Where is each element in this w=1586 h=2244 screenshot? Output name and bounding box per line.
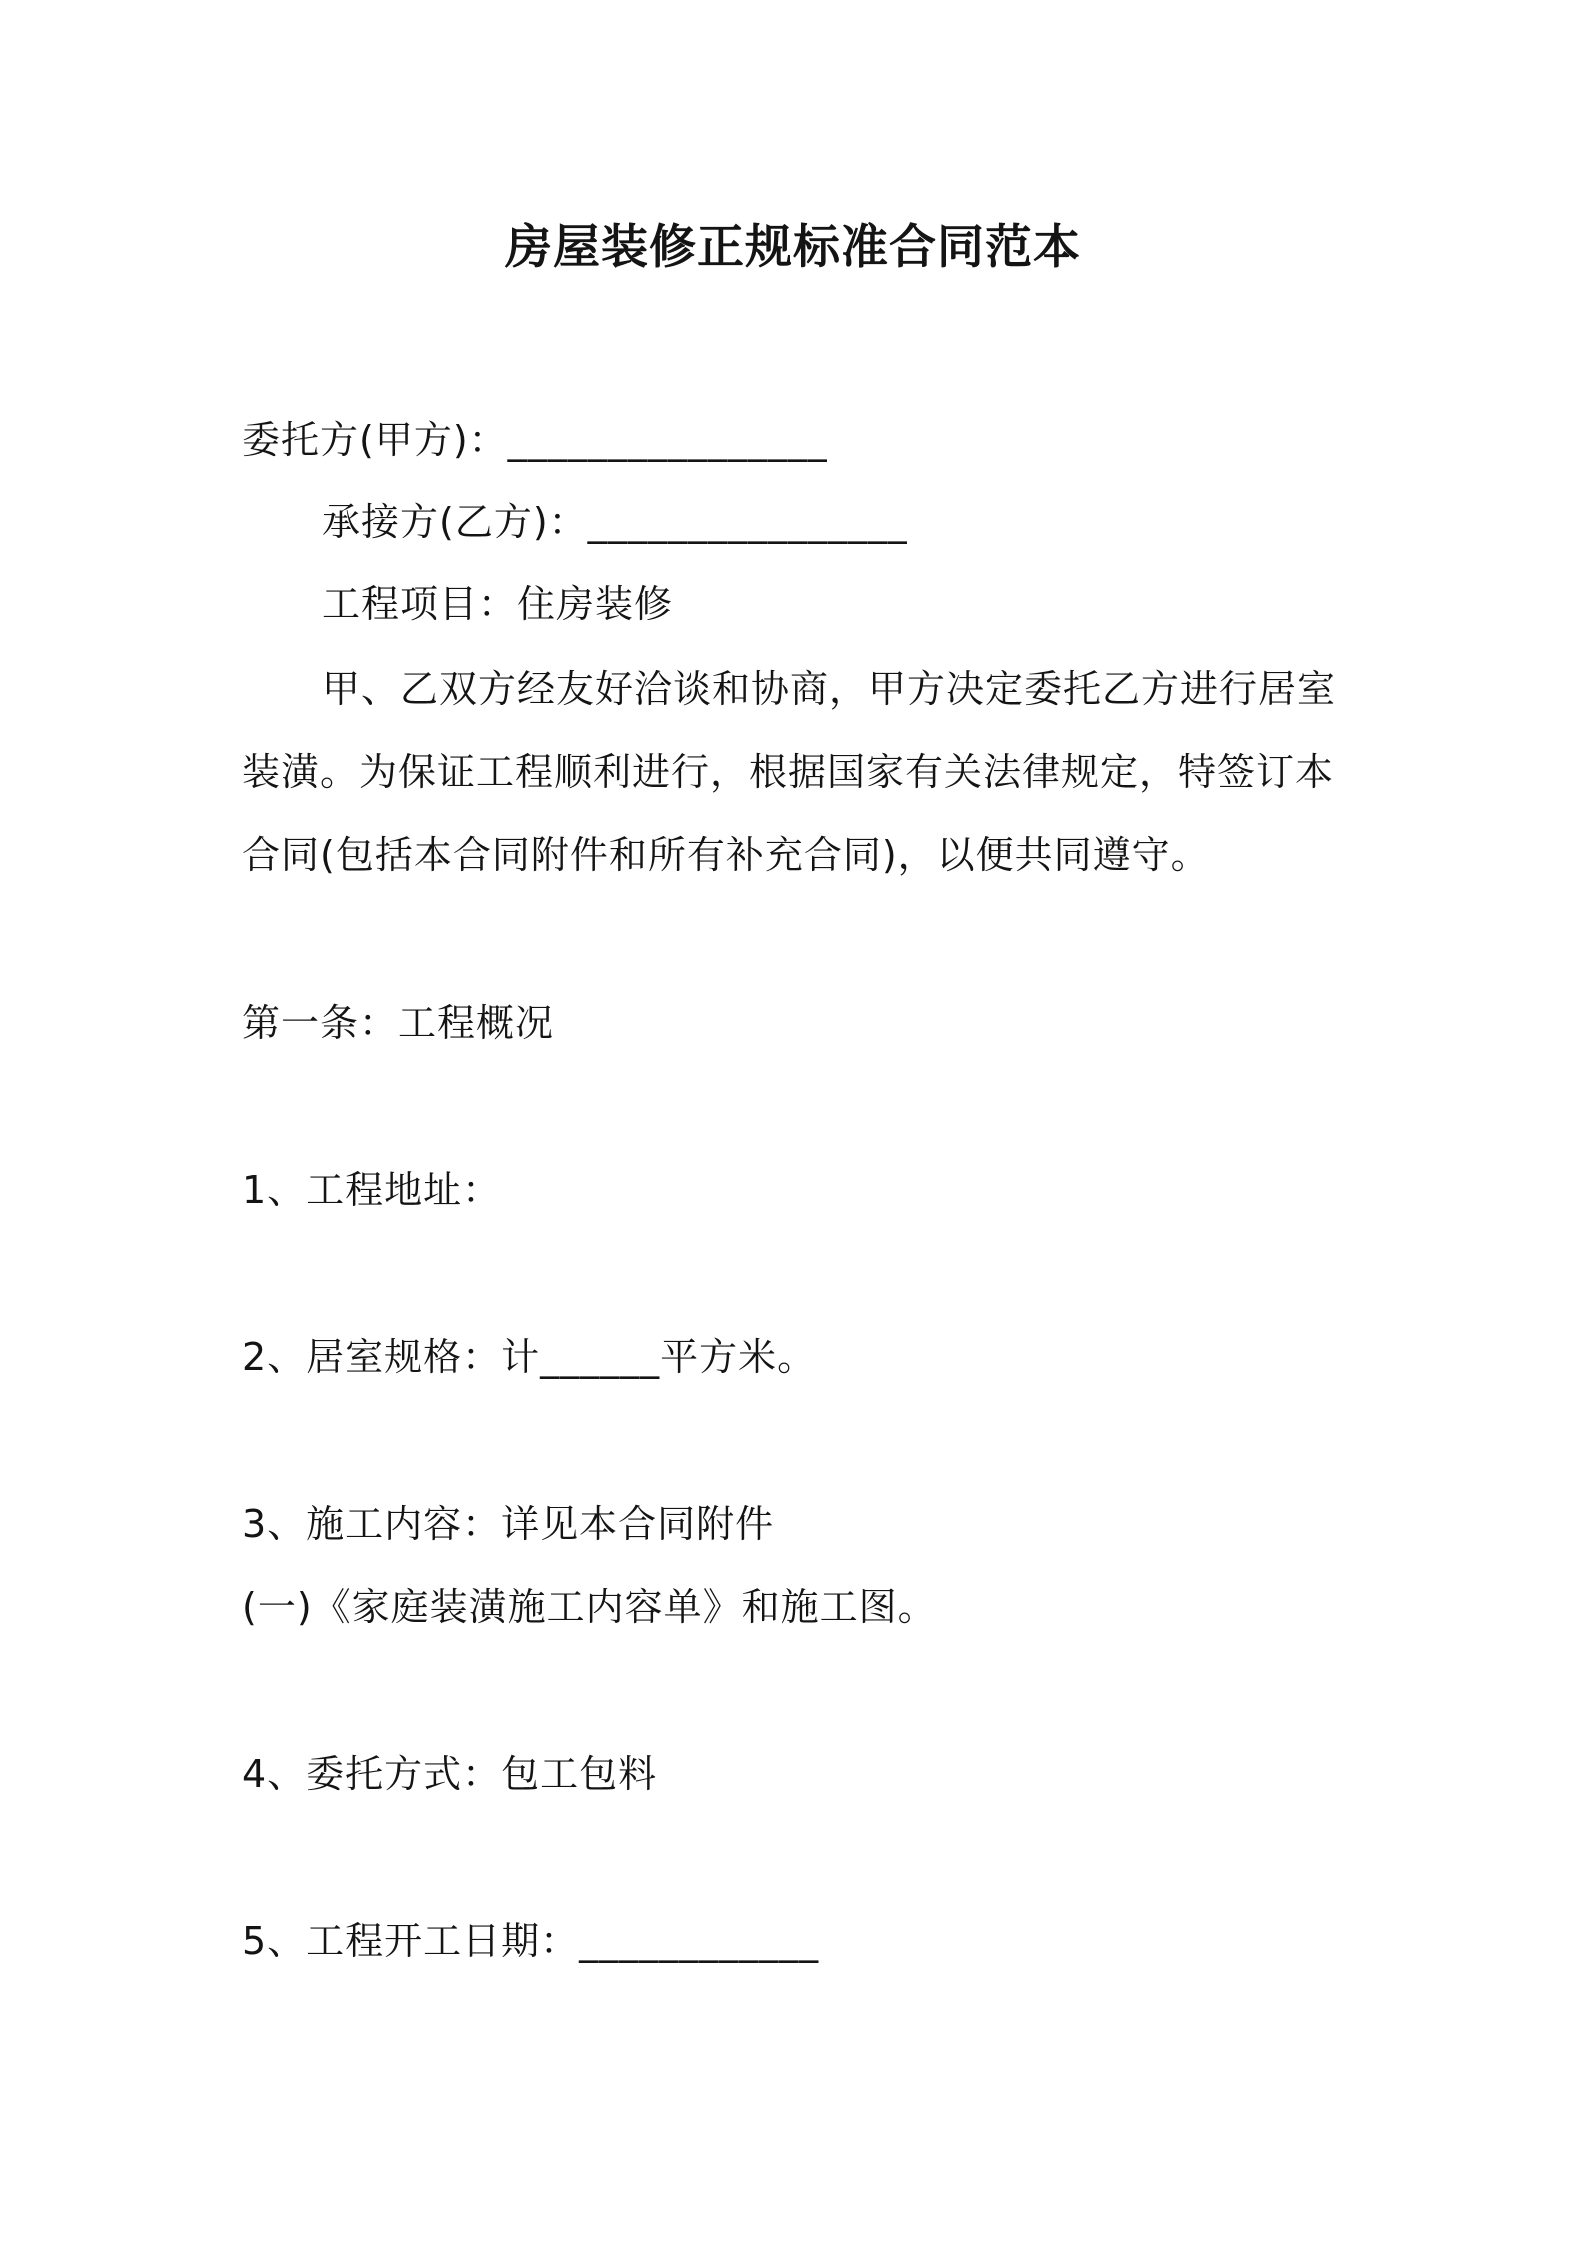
- party-a-line: 委托方(甲方)：________________: [242, 418, 828, 462]
- preamble-line-1: 甲、乙双方经友好洽谈和协商，甲方决定委托乙方进行居室: [322, 667, 1337, 711]
- item-1-address: 1、工程地址：: [242, 1168, 502, 1212]
- project-line: 工程项目：住房装修: [322, 582, 674, 626]
- item-5-start-date: 5、工程开工日期：____________: [242, 1919, 820, 1963]
- item-3-sub: (一)《家庭装潢施工内容单》和施工图。: [242, 1585, 937, 1629]
- item-2-size: 2、居室规格：计______平方米。: [242, 1335, 817, 1379]
- item-3-content: 3、施工内容：详见本合同附件: [242, 1502, 775, 1546]
- party-b-line: 承接方(乙方)：________________: [322, 500, 908, 544]
- article-1-heading: 第一条：工程概况: [242, 1001, 555, 1045]
- item-4-method: 4、委托方式：包工包料: [242, 1752, 658, 1796]
- preamble-line-2: 装潢。为保证工程顺利进行，根据国家有关法律规定，特签订本: [242, 750, 1335, 794]
- preamble-line-3: 合同(包括本合同附件和所有补充合同)，以便共同遵守。: [242, 833, 1210, 877]
- document-title: 房屋装修正规标准合同范本: [505, 220, 1081, 275]
